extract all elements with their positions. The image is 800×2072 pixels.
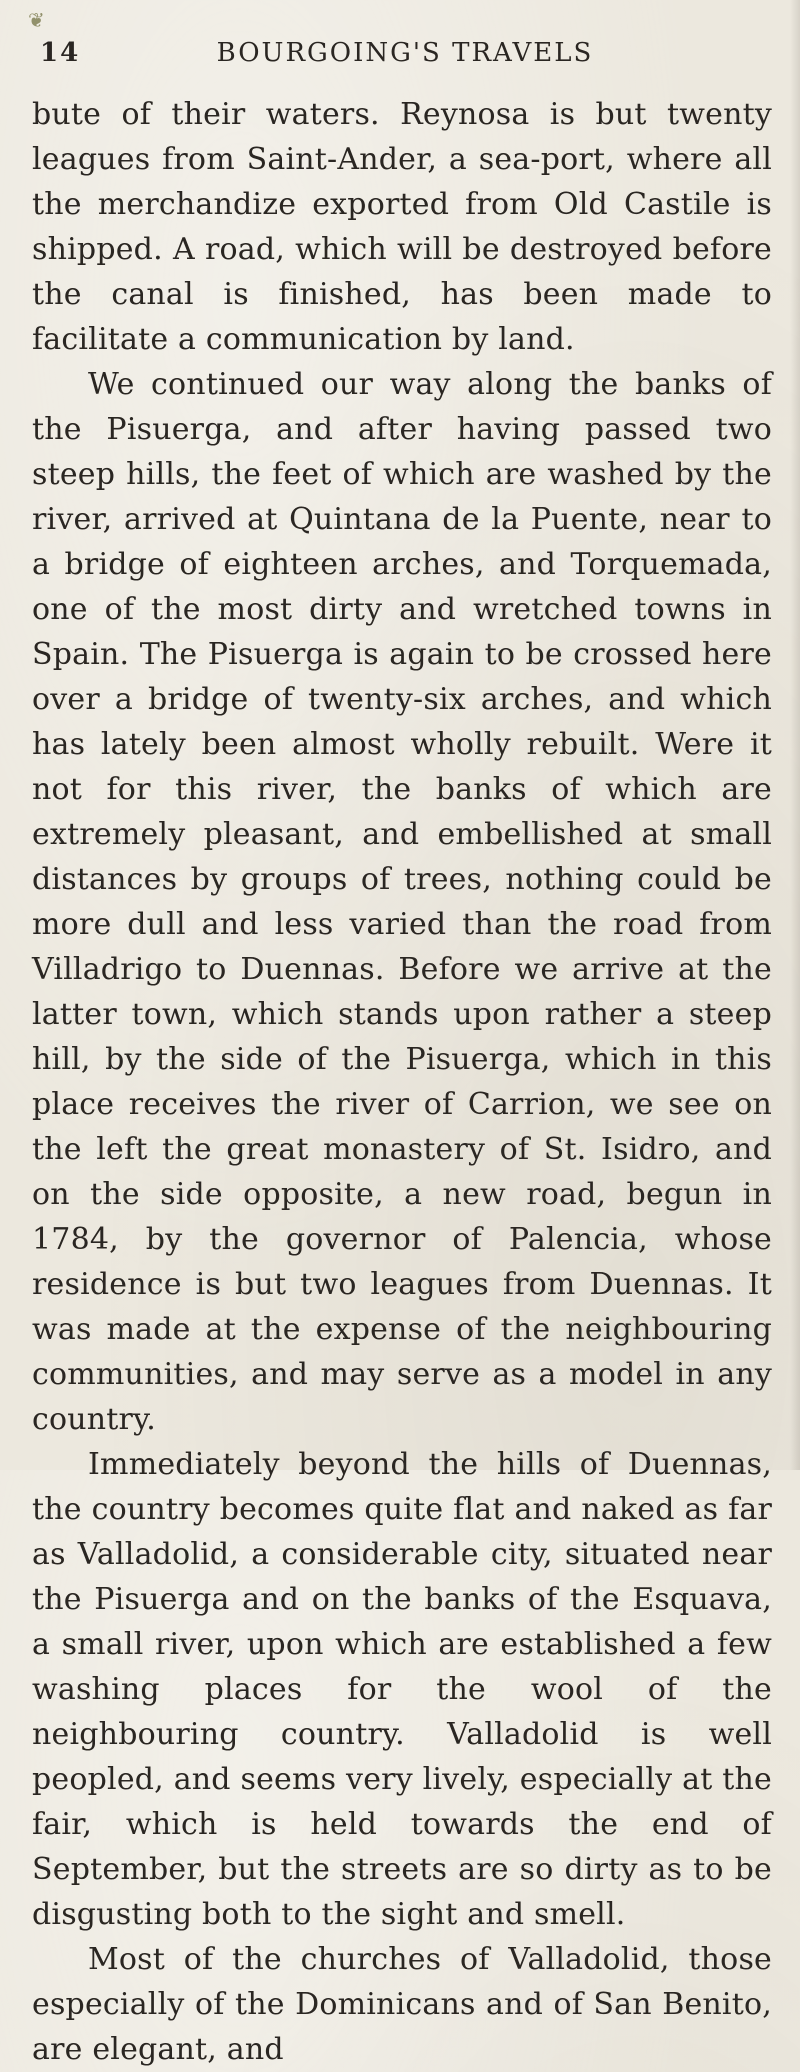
page-number: 14 [40,38,81,68]
page-header [40,38,770,78]
paragraph: Immediately beyond the hills of Duennas, the country becomes quite flat and naked as far as Valladolid, a considerable city, situated near the Pisuerga and on the banks of the Esquava, a small river, upon which are established a few washing places for the wool of the neighbouring country. Valladolid is well peopled, and seems very lively, especially at the fair, which is held towards the end of September, but the streets are so dirty as to be disgusting both to the sight and smell. [32,1447,772,1932]
paragraph: Most of the churches of Valladolid, those especially of the Dominicans and of San Benito, are elegant, and [32,1942,772,2067]
paragraph-continued: bute of their waters. Reynosa is but twenty leagues from Saint-Ander, a sea-port, where all the merchandize exported from Old Castile is shipped. A road, which will be destroyed before the canal is finished, has been made to facilitate a communication by land. [32,97,772,357]
page-edge-shadow [790,0,800,1470]
paragraph: We continued our way along the banks of the Pisuerga, and after having passed two steep hills, the feet of which are washed by the river, arrived at Quintana de la Puente, near to a bridge of eighteen arches, and Torquemada, one of the most dirty and wretched towns in Spain. The Pisuerga is again to be crossed here over a bridge of twenty-six arches, and which has lately been almost wholly rebuilt. Were it not for this river, the banks of which are extremely pleasant, and embellished at small distances by groups of trees, nothing could be more dull and less varied than the road from Villadrigo to Duennas. Before we arrive at the latter town, which stands upon rather a steep hill, by the side of the Pisuerga, which in this place receives the river of Carrion, we see on the left the great monastery of St. Isidro, and on the side opposite, a new road, begun in 1784, by the governor of Palencia, whose residence is but two leagues from Duennas. It was made at the expense of the neighbouring communities, and may serve as a model in any country. [32,367,772,1437]
running-title: BOURGOING'S TRAVELS [216,38,594,68]
body-text [32,92,772,2072]
ink-smudge-icon: ❦ [28,8,45,32]
